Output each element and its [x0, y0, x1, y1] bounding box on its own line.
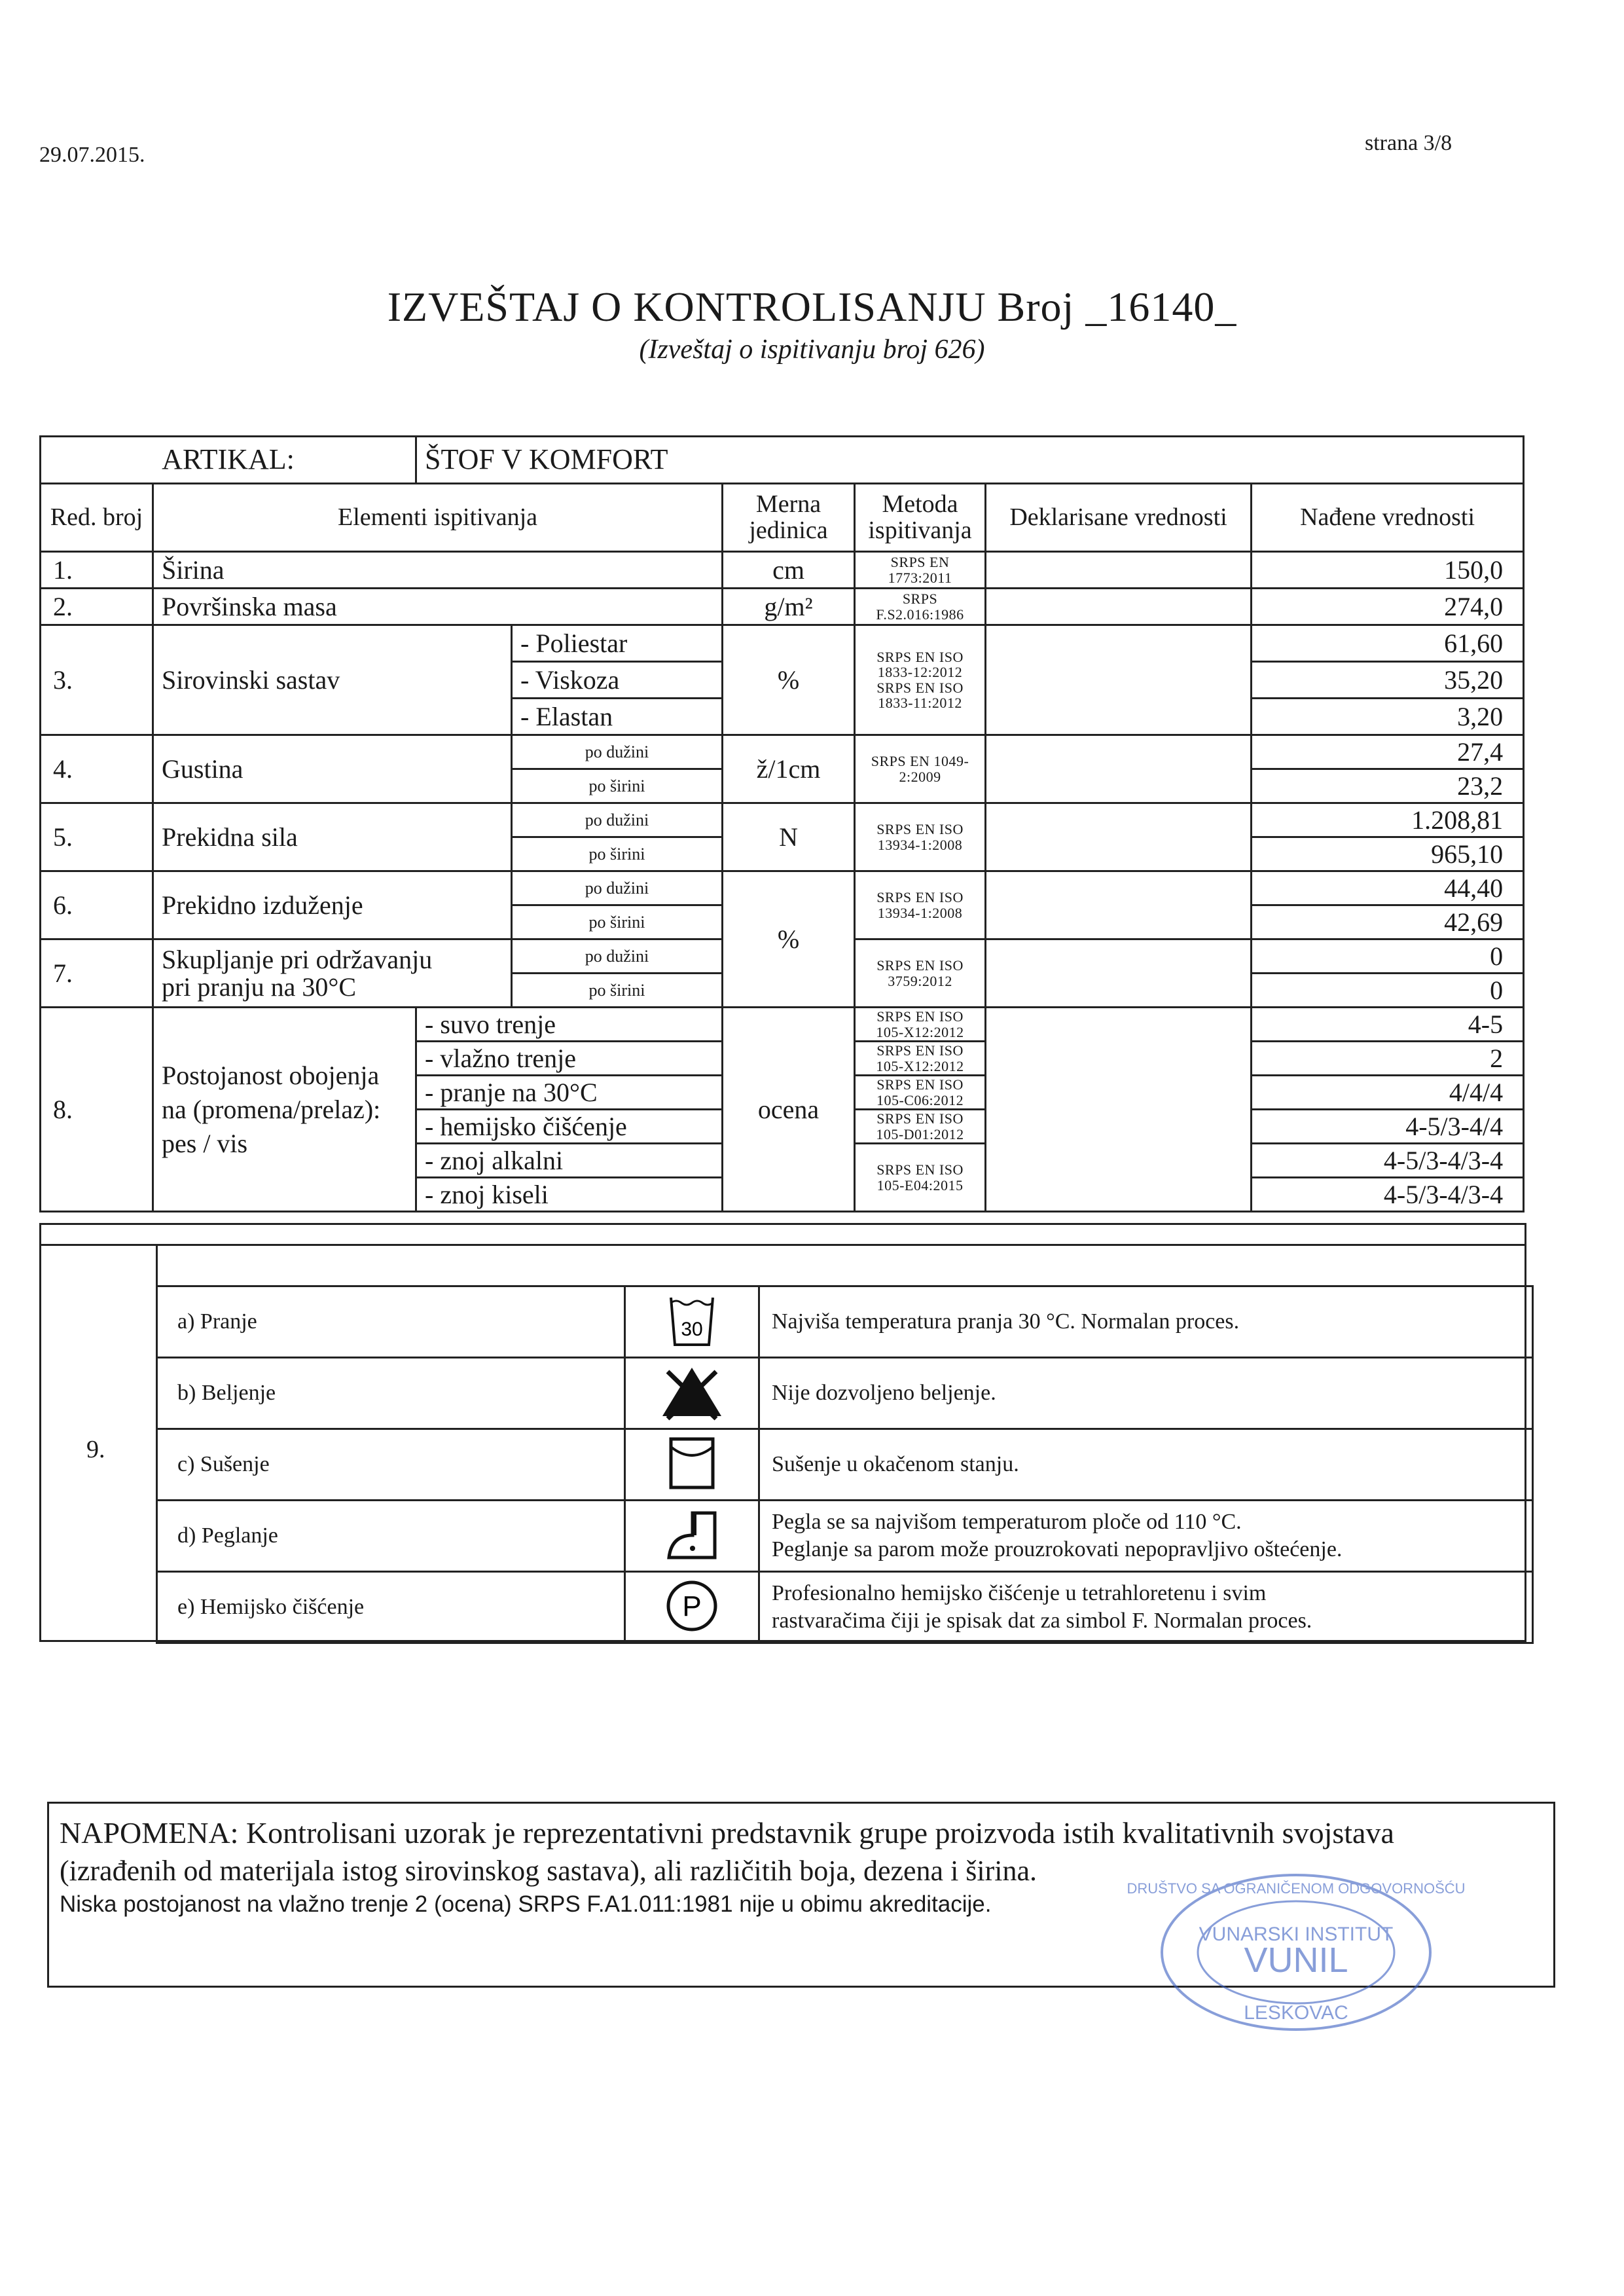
report-subtitle: (Izveštaj o ispitivanju broj 626): [639, 335, 985, 365]
row-value: 4-5/3-4/4: [1252, 1110, 1524, 1144]
row-value: 965,10: [1252, 837, 1524, 871]
row-method: SRPS EN 1049-2:2009: [855, 735, 986, 803]
sub-item: - Viskoza: [512, 662, 723, 699]
care-label: d) Peglanje: [157, 1501, 625, 1572]
care-row: [157, 1286, 1533, 1358]
row-number: 1.: [41, 552, 153, 589]
row-unit: g/m²: [723, 589, 855, 625]
row-name: Sirovinski sastav: [153, 625, 512, 735]
care-description: Profesionalno hemijsko čišćenje u tetrahloretenu i svim rastvaračima čiji je spisak dat za simbol F. Normalan proces.: [759, 1572, 1533, 1643]
col-header-found: Nađene vrednosti: [1252, 484, 1524, 552]
note-line: Niska postojanost na vlažno trenje 2 (ocena) SRPS F.A1.011:1981 nije u obimu akreditacije.: [60, 1891, 992, 1917]
row-method: SRPS EN ISO 105-D01:2012: [855, 1110, 986, 1144]
row-value: 42,69: [1252, 905, 1524, 939]
care-section-number: 9.: [86, 1436, 105, 1463]
row-value: 23,2: [1252, 769, 1524, 803]
row-method: SRPS F.S2.016:1986: [855, 589, 986, 625]
row-number: 2.: [41, 589, 153, 625]
table-row: [41, 1008, 1524, 1042]
row-value: 4-5/3-4/3-4: [1252, 1178, 1524, 1212]
care-row: [157, 1572, 1533, 1643]
sub-item: - pranje na 30°C: [416, 1076, 723, 1110]
care-description: Nije dozvoljeno beljenje.: [759, 1358, 1533, 1429]
svg-text:VUNARSKI INSTITUT: VUNARSKI INSTITUT: [1199, 1923, 1394, 1945]
row-unit: ž/1cm: [723, 735, 855, 803]
row-unit: cm: [723, 552, 855, 589]
care-label: e) Hemijsko čišćenje: [157, 1572, 625, 1643]
note-line: (izrađenih od materijala istog sirovinskog sastava), ali različitih boja, dezena i širina.: [60, 1855, 1038, 1887]
care-row: [157, 1501, 1533, 1572]
dry-clean-p-icon: [625, 1572, 759, 1643]
row-declared: [986, 589, 1252, 625]
row-value: 0: [1252, 939, 1524, 974]
no-bleach-icon: [625, 1358, 759, 1429]
svg-text:P: P: [682, 1590, 702, 1622]
table-row: [41, 625, 1524, 662]
care-row: [157, 1358, 1533, 1429]
sub-item: - suvo trenje: [416, 1008, 723, 1042]
row-value: 2: [1252, 1042, 1524, 1076]
sub-item: po širini: [512, 837, 723, 871]
test-results-table: [39, 435, 1525, 1212]
sub-item: - hemijsko čišćenje: [416, 1110, 723, 1144]
col-header-unit: Merna jedinica: [723, 484, 855, 552]
row-method: SRPS EN ISO 3759:2012: [855, 939, 986, 1008]
sub-item: po širini: [512, 905, 723, 939]
row-unit: %: [723, 871, 855, 1008]
table-header-row: [41, 484, 1524, 552]
row-number: 3.: [41, 625, 153, 735]
wash-30-icon: [625, 1286, 759, 1358]
col-header-declared: Deklarisane vrednosti: [986, 484, 1252, 552]
row-value: 274,0: [1252, 589, 1524, 625]
report-title: IZVEŠTAJ O KONTROLISANJU Broj _16140_: [387, 283, 1237, 330]
row-method: SRPS EN ISO 1833-12:2012 SRPS EN ISO 1833-11:2012: [855, 625, 986, 735]
row-number: 7.: [41, 939, 153, 1008]
col-header-no: Red. broj: [41, 484, 153, 552]
report-date: 29.07.2015.: [39, 143, 145, 167]
row-method: SRPS EN ISO 105-X12:2012: [855, 1042, 986, 1076]
svg-text:30: 30: [681, 1318, 703, 1340]
row-method: SRPS EN ISO 105-X12:2012: [855, 1008, 986, 1042]
svg-text:LESKOVAC: LESKOVAC: [1244, 2002, 1348, 2024]
institute-stamp: [1127, 1867, 1466, 2037]
table-row: [41, 803, 1524, 837]
sub-item: - znoj kiseli: [416, 1178, 723, 1212]
care-row: [157, 1429, 1533, 1501]
row-method: SRPS EN ISO 105-E04:2015: [855, 1144, 986, 1212]
row-declared: [986, 625, 1252, 735]
svg-text:VUNIL: VUNIL: [1244, 1941, 1348, 1980]
row-value: 4/4/4: [1252, 1076, 1524, 1110]
row-number: 4.: [41, 735, 153, 803]
article-value: ŠTOF V KOMFORT: [416, 437, 1524, 484]
row-declared: [986, 871, 1252, 939]
row-method: SRPS EN 1773:2011: [855, 552, 986, 589]
row-value: 4-5: [1252, 1008, 1524, 1042]
row-value: 1.208,81: [1252, 803, 1524, 837]
article-label: ARTIKAL:: [41, 437, 416, 484]
row-value: 4-5/3-4/3-4: [1252, 1144, 1524, 1178]
row-value: 3,20: [1252, 699, 1524, 735]
table-row: [41, 871, 1524, 905]
row-method: SRPS EN ISO 105-C06:2012: [855, 1076, 986, 1110]
sub-item: po dužini: [512, 939, 723, 974]
row-name: Gustina: [153, 735, 512, 803]
sub-item: po dužini: [512, 803, 723, 837]
table-row: [41, 589, 1524, 625]
row-declared: [986, 552, 1252, 589]
sub-item: po dužini: [512, 871, 723, 905]
sub-item: - vlažno trenje: [416, 1042, 723, 1076]
row-method: SRPS EN ISO 13934-1:2008: [855, 803, 986, 871]
care-description: Najviša temperatura pranja 30 °C. Normalan proces.: [759, 1286, 1533, 1358]
row-declared: [986, 1008, 1252, 1212]
row-value: 35,20: [1252, 662, 1524, 699]
row-value: 44,40: [1252, 871, 1524, 905]
care-label: c) Sušenje: [157, 1429, 625, 1501]
row-number: 8.: [41, 1008, 153, 1212]
care-instructions-table: [156, 1285, 1534, 1644]
page-number: strana 3/8: [1365, 131, 1453, 155]
sub-item: po širini: [512, 769, 723, 803]
row-declared: [986, 735, 1252, 803]
sub-item: - Elastan: [512, 699, 723, 735]
row-value: 61,60: [1252, 625, 1524, 662]
row-value: 0: [1252, 974, 1524, 1008]
row-declared: [986, 939, 1252, 1008]
row-number: 6.: [41, 871, 153, 939]
sub-item: po dužini: [512, 735, 723, 769]
care-description: Pegla se sa najvišom temperaturom ploče od 110 °C. Peglanje sa parom može prouzrokovati nepopravljivo oštećenje.: [759, 1501, 1533, 1572]
sub-item: po širini: [512, 974, 723, 1008]
row-name: Prekidna sila: [153, 803, 512, 871]
col-header-method: Metoda ispitivanja: [855, 484, 986, 552]
table-row: [41, 735, 1524, 769]
svg-text:DRUŠTVO SA OGRANIČENOM ODGOVOR: DRUŠTVO SA OGRANIČENOM ODGOVORNOŠĆU: [1127, 1880, 1466, 1897]
row-name: Postojanost obojenja na (promena/prelaz): pes / vis: [153, 1008, 416, 1212]
row-value: 27,4: [1252, 735, 1524, 769]
row-unit: ocena: [723, 1008, 855, 1212]
row-name: Prekidno izduženje: [153, 871, 512, 939]
row-number: 5.: [41, 803, 153, 871]
row-declared: [986, 803, 1252, 871]
table-row: [41, 552, 1524, 589]
article-row: [41, 437, 1524, 484]
care-label: b) Beljenje: [157, 1358, 625, 1429]
iron-icon: [625, 1501, 759, 1572]
care-section-divider: [39, 1244, 1526, 1246]
row-method: SRPS EN ISO 13934-1:2008: [855, 871, 986, 939]
sub-item: - znoj alkalni: [416, 1144, 723, 1178]
row-unit: %: [723, 625, 855, 735]
col-header-elements: Elementi ispitivanja: [153, 484, 723, 552]
care-description: Sušenje u okačenom stanju.: [759, 1429, 1533, 1501]
row-name: Površinska masa: [153, 589, 723, 625]
line-dry-icon: [625, 1429, 759, 1501]
row-name: Širina: [153, 552, 723, 589]
row-name: Skupljanje pri održavanju pri pranju na 30°C: [153, 939, 512, 1008]
care-label: a) Pranje: [157, 1286, 625, 1358]
sub-item: - Poliestar: [512, 625, 723, 662]
row-value: 150,0: [1252, 552, 1524, 589]
note-line: NAPOMENA: Kontrolisani uzorak je reprezentativni predstavnik grupe proizvoda istih kvalitativnih svojstava: [60, 1816, 1394, 1850]
row-unit: N: [723, 803, 855, 871]
